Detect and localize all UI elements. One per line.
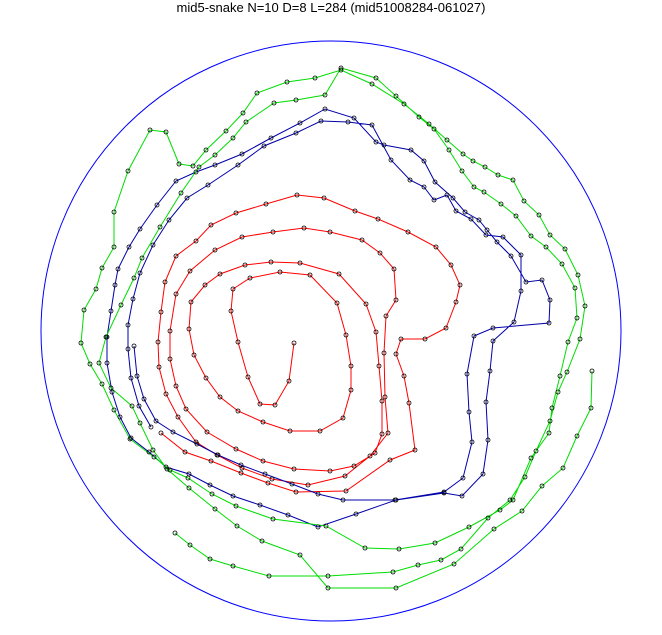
middle-path <box>107 109 550 527</box>
outer-path <box>81 68 592 588</box>
chart-title: mid5-snake N=10 D=8 L=284 (mid51008284-061027) <box>176 0 486 15</box>
nodes-group <box>79 66 594 590</box>
paths-group <box>81 68 592 588</box>
